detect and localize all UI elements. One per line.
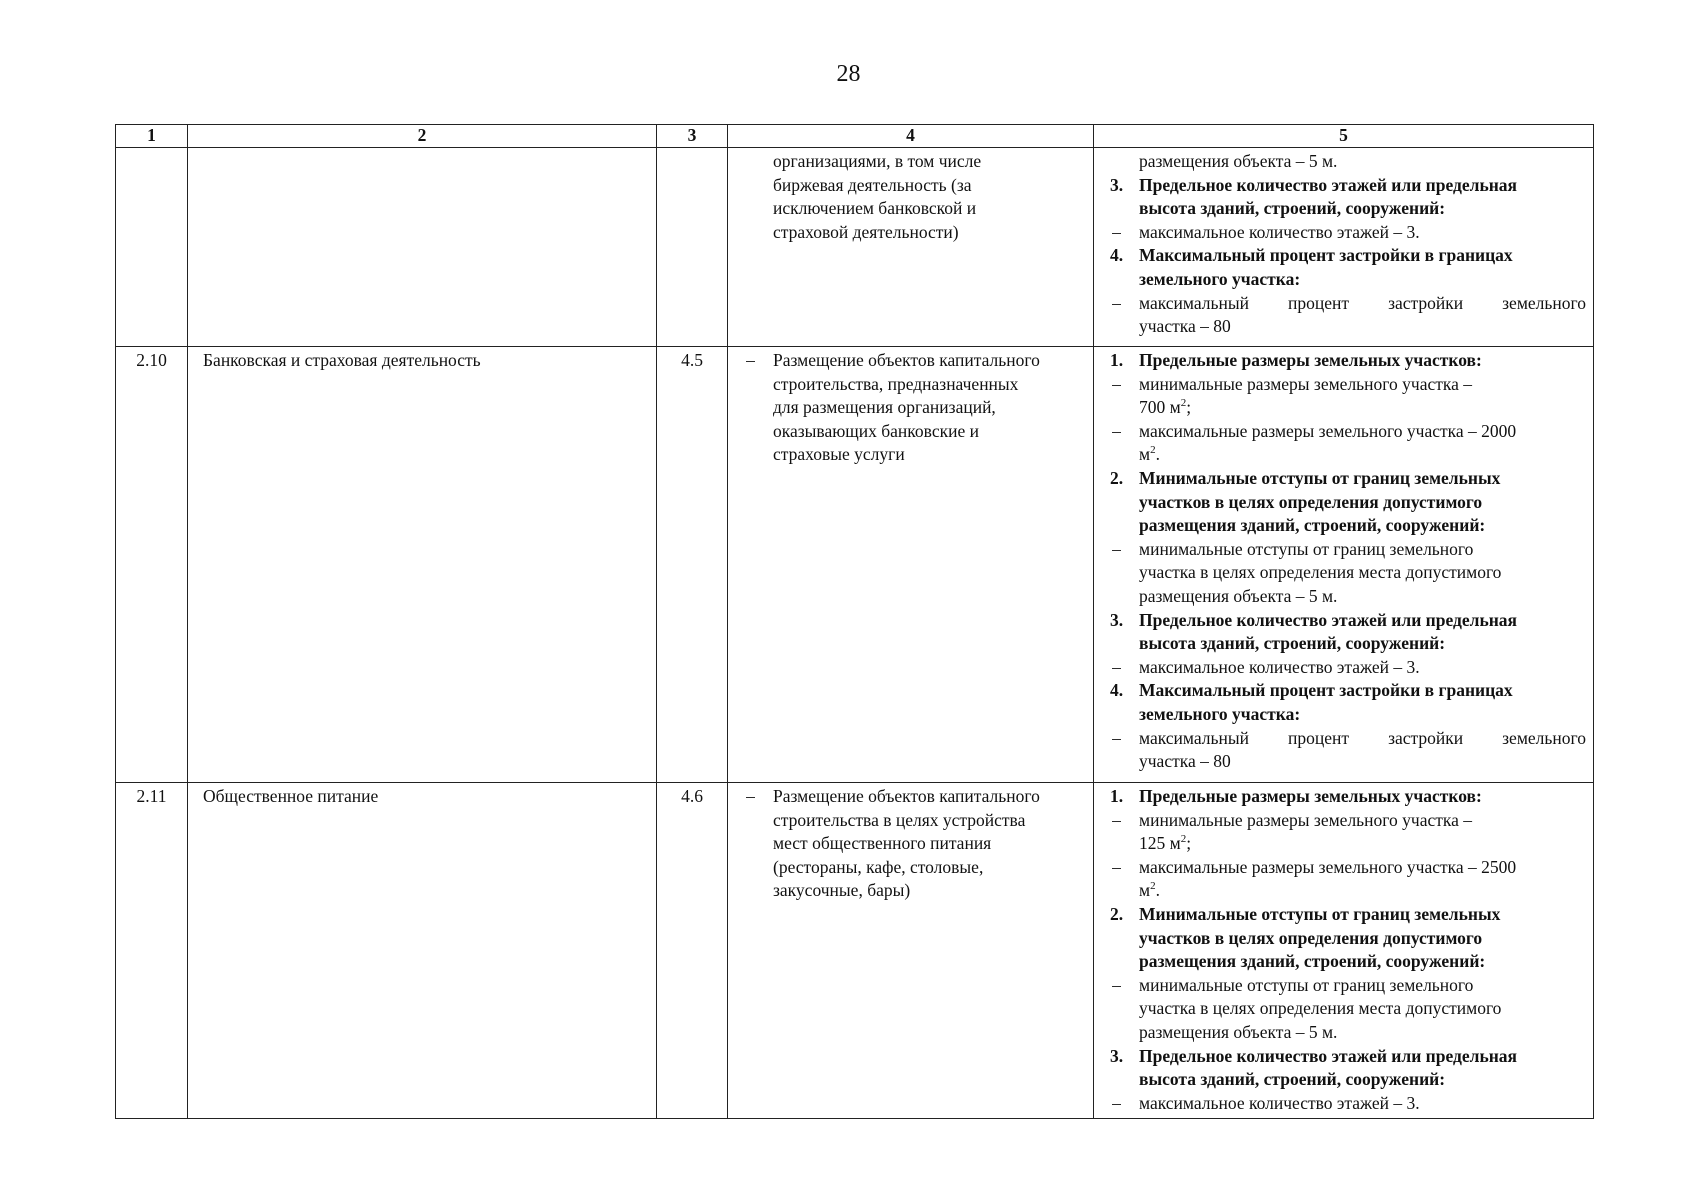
row-code: 4.5 xyxy=(657,347,728,783)
land-use-table xyxy=(115,124,1594,1119)
row-description: – Размещение объектов капитального строительства, предназначенных для размещения организаций, оказывающих банковские и страховые услуги xyxy=(728,347,1094,783)
row-parameters xyxy=(1094,148,1594,347)
param-item: – максимальные размеры земельного участка – 2500 $м^2$. xyxy=(1112,856,1517,901)
param-line: размещения объекта – 5 м. xyxy=(1139,151,1338,171)
param-heading: 1. Предельные размеры земельных участков: xyxy=(1109,350,1482,370)
header-col-3: 3 xyxy=(657,125,728,148)
param-heading: 1. Предельные размеры земельных участков: xyxy=(1109,786,1482,806)
param-heading: 2. Минимальные отступы от границ земельных участков в целях определения допустимого размещения зданий, строений, сооружений: xyxy=(1109,903,1501,972)
param-heading: 2. Минимальные отступы от границ земельных участков в целях определения допустимого размещения зданий, строений, сооружений: xyxy=(1109,467,1501,536)
table-header-row xyxy=(116,125,1594,148)
param-item: – минимальные отступы от границ земельного участка в целях определения места допустимого размещения объекта – 5 м. xyxy=(1112,974,1502,1042)
row-num xyxy=(116,148,188,347)
param-heading: 3. Предельное количество этажей или предельная высота зданий, строений, сооружений: xyxy=(1109,174,1518,219)
row-name xyxy=(188,148,657,347)
row-name: Общественное питание xyxy=(188,783,657,1119)
param-heading: 3. Предельное количество этажей или предельная высота зданий, строений, сооружений: xyxy=(1109,609,1518,654)
row-code xyxy=(657,148,728,347)
row-num: 2.10 xyxy=(116,347,188,783)
param-heading: 4. Максимальный процент застройки в границах земельного участка: xyxy=(1109,680,1513,724)
param-heading: 4. Максимальный процент застройки в границах земельного участка: xyxy=(1109,245,1513,289)
param-item: – минимальные отступы от границ земельного участка в целях определения места допустимого размещения объекта – 5 м. xyxy=(1112,538,1502,606)
param-item: – максимальный процент застройки земельного участка – 80 xyxy=(1112,727,1586,772)
table-row-2-11 xyxy=(116,783,1594,1119)
param-item: – максимальный процент застройки земельного участка – 80 xyxy=(1112,292,1586,337)
param-item: – минимальные размеры земельного участка – 700 $м^2$; xyxy=(1112,373,1473,418)
param-item: – максимальное количество этажей – 3. xyxy=(1112,656,1420,677)
header-col-4: 4 xyxy=(728,125,1094,148)
param-item: – максимальные размеры земельного участка – 2000 $м^2$. xyxy=(1112,420,1517,465)
row-code: 4.6 xyxy=(657,783,728,1119)
row-parameters xyxy=(1094,783,1594,1119)
header-col-5: 5 xyxy=(1094,125,1594,148)
row-description: организациями, в том числе биржевая деятельность (за исключением банковской и страховой деятельности) xyxy=(728,148,1094,347)
page-number: 28 xyxy=(836,61,861,87)
param-item: – максимальное количество этажей – 3. xyxy=(1112,221,1420,242)
param-item: – максимальное количество этажей – 3. xyxy=(1112,1092,1420,1113)
row-parameters xyxy=(1094,347,1594,783)
table-row-continuation xyxy=(116,148,1594,347)
header-col-2: 2 xyxy=(188,125,657,148)
param-heading: 3. Предельное количество этажей или предельная высота зданий, строений, сооружений: xyxy=(1109,1045,1518,1090)
table-row-2-10 xyxy=(116,347,1594,783)
row-description: – Размещение объектов капитального строительства в целях устройства мест общественного питания (рестораны, кафе, столовые, закусочные, бары) xyxy=(728,783,1094,1119)
param-item: – минимальные размеры земельного участка – 125 $м^2$; xyxy=(1112,809,1473,854)
row-name: Банковская и страховая деятельность xyxy=(188,347,657,783)
header-col-1: 1 xyxy=(116,125,188,148)
row-num: 2.11 xyxy=(116,783,188,1119)
